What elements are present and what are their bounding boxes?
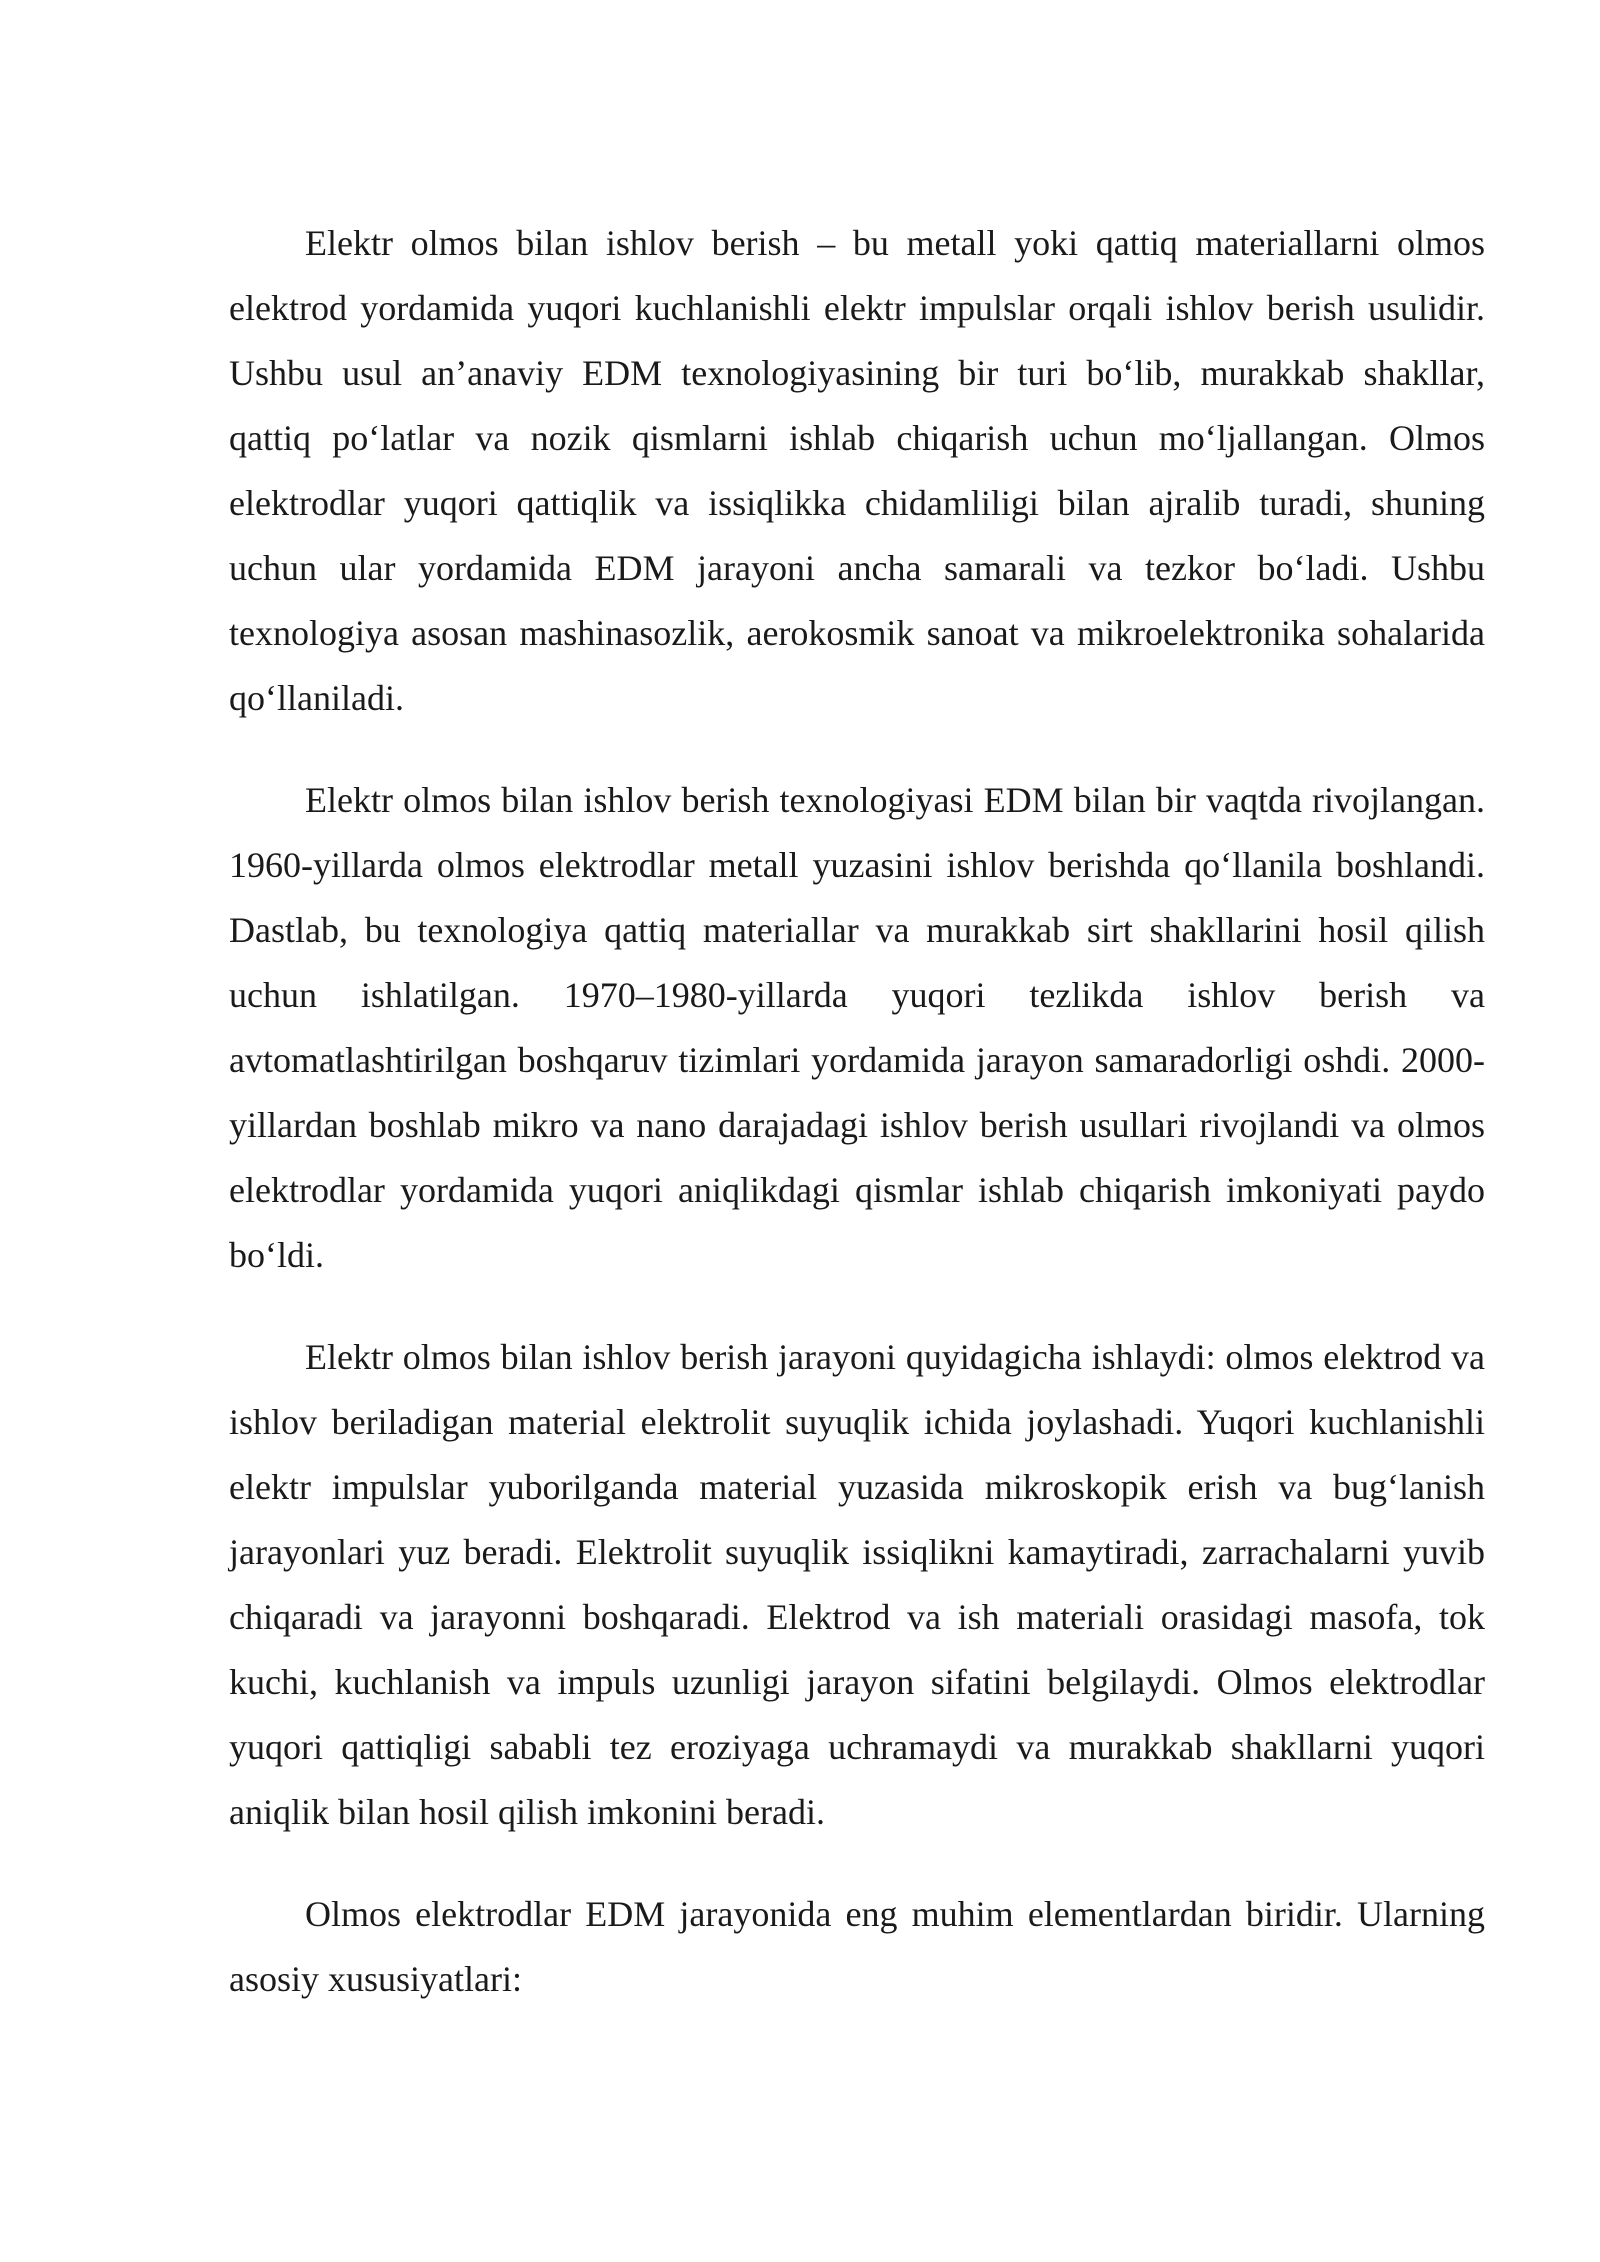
paragraph-history: Elektr olmos bilan ishlov berish texnologiyasi EDM bilan bir vaqtda rivojlangan. 1960-yillarda olmos elektrodlar metall yuzasini ishlov berishda qo‘llanila boshlandi. Dastlab, bu texnologiya qattiq materiallar va murakkab sirt shakllarini hosil qilish uchun ishlatilgan. 1970–1980-yillarda yuqori tezlikda ishlov berish va avtomatlashtirilgan boshqaruv tizimlari yordamida jarayon samaradorligi oshdi. 2000-yillardan boshlab mikro va nano darajadagi ishlov berish usullari rivojlandi va olmos elektrodlar yordamida yuqori aniqlikdagi qismlar ishlab chiqarish imkoniyati paydo bo‘ldi. <box>229 780 1485 1275</box>
paragraph-electrode-properties: Olmos elektrodlar EDM jarayonida eng muhim elementlardan biridir. Ularning asosiy xususiyatlari: <box>229 1894 1485 1999</box>
paragraph-definition: Elektr olmos bilan ishlov berish – bu metall yoki qattiq materiallarni olmos elektrod yordamida yuqori kuchlanishli elektr impulslar orqali ishlov berish usulidir. Ushbu usul an’anaviy EDM texnologiyasining bir turi bo‘lib, murakkab shakllar, qattiq po‘latlar va nozik qismlarni ishlab chiqarish uchun mo‘ljallangan. Olmos elektrodlar yuqori qattiqlik va issiqlikka chidamliligi bilan ajralib turadi, shuning uchun ular yordamida EDM jarayoni ancha samarali va tezkor bo‘ladi. Ushbu texnologiya asosan mashinasozlik, aerokosmik sanoat va mikroelektronika sohalarida qo‘llaniladi. <box>229 223 1485 718</box>
document-body <box>229 211 1485 2049</box>
paragraph-process: Elektr olmos bilan ishlov berish jarayoni quyidagicha ishlaydi: olmos elektrod va ishlov beriladigan material elektrolit suyuqlik ichida joylashadi. Yuqori kuchlanishli elektr impulslar yuborilganda material yuzasida mikroskopik erish va bug‘lanish jarayonlari yuz beradi. Elektrolit suyuqlik issiqlikni kamaytiradi, zarrachalarni yuvib chiqaradi va jarayonni boshqaradi. Elektrod va ish materiali orasidagi masofa, tok kuchi, kuchlanish va impuls uzunligi jarayon sifatini belgilaydi. Olmos elektrodlar yuqori qattiqligi sababli tez eroziyaga uchramaydi va murakkab shakllarni yuqori aniqlik bilan hosil qilish imkonini beradi. <box>229 1337 1485 1832</box>
